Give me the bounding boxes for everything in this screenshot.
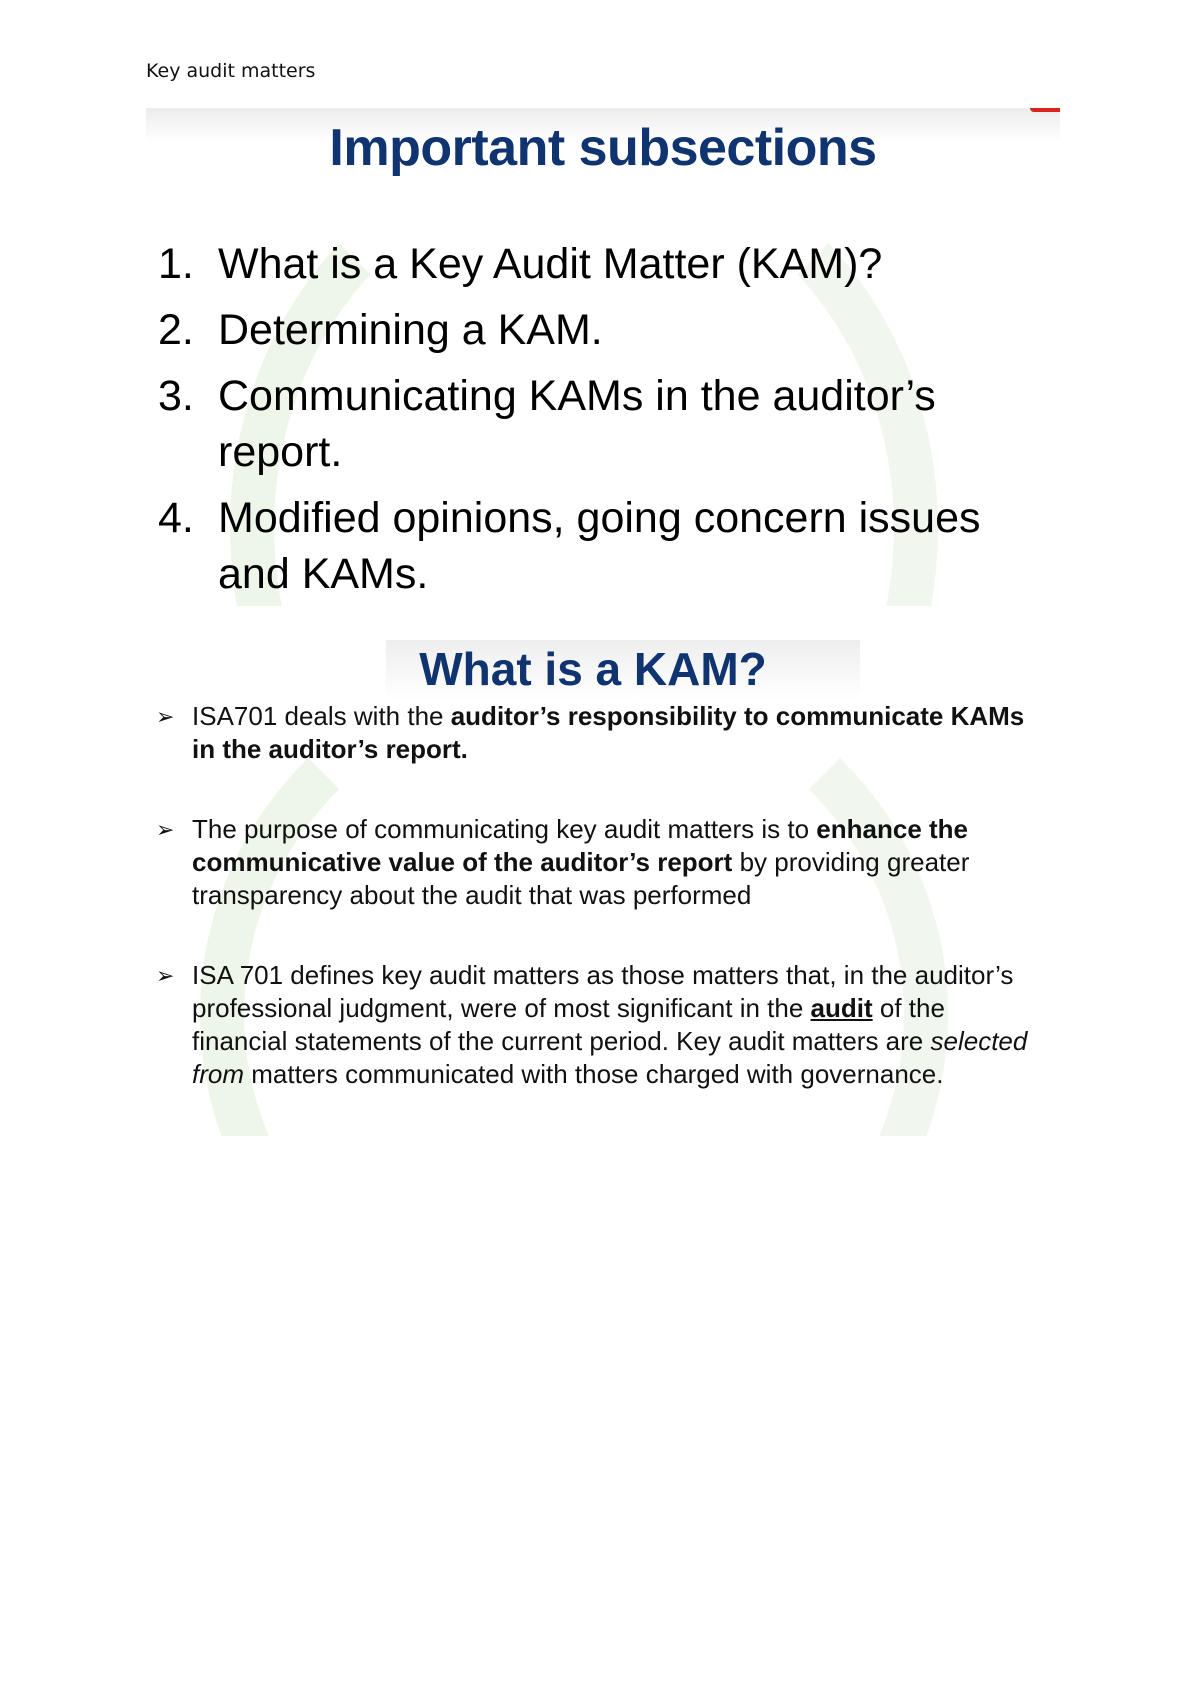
slide-title: What is a KAM? [419, 643, 767, 695]
page-header: Key audit matters [146, 60, 316, 82]
bullet-text [192, 700, 1032, 766]
bullet-text [192, 813, 1032, 912]
list-item [156, 959, 1056, 1091]
bullet-text-segment: ISA701 deals with the [192, 701, 451, 731]
bullet-text-segment: matters communicated with those charged with governance. [244, 1059, 944, 1089]
slide-what-is-kam [146, 630, 1060, 1136]
list-number: 4. [158, 494, 194, 542]
list-number: 3. [158, 372, 194, 420]
bullet-text-segment: ISA 701 defines key audit matters as those matters that, in the auditor’s professional judgment, were of most significant in the [192, 960, 1014, 1023]
list-item [158, 236, 1058, 292]
kam-bullet-list [156, 700, 1056, 1136]
bullet-text-underlined: audit [810, 993, 873, 1023]
list-number: 2. [158, 306, 194, 354]
list-text: Modified opinions, going concern issues and KAMs. [218, 494, 981, 598]
list-item [158, 368, 1058, 480]
list-item [158, 302, 1058, 358]
bullet-text-segment: by providing greater transparency about the audit that was performed [192, 847, 970, 910]
arrow-bullet-icon: ➢ [156, 963, 175, 988]
bullet-text-italic: selected from [192, 1026, 1028, 1089]
subsection-list [158, 236, 1058, 606]
list-text: Determining a KAM. [218, 306, 603, 354]
red-accent-decoration [1030, 108, 1060, 112]
list-item [158, 490, 1058, 602]
list-text: What is a Key Audit Matter (KAM)? [218, 240, 883, 288]
bullet-text-segment: of the financial statements of the current period. Key audit matters are [192, 993, 945, 1056]
bullet-text-bold: auditor’s responsibility to communicate KAMs in the auditor’s report. [192, 701, 1025, 764]
bullet-text-segment: The purpose of communicating key audit matters is to [192, 814, 817, 844]
arrow-bullet-icon: ➢ [156, 704, 175, 729]
arrow-bullet-icon: ➢ [156, 817, 175, 842]
slide-title: Important subsections [329, 119, 877, 177]
list-number: 1. [158, 240, 194, 288]
bullet-text-bold: enhance the communicative value of the auditor’s report [192, 814, 969, 877]
bullet-text [192, 959, 1032, 1091]
slide-important-subsections [146, 108, 1060, 606]
list-text: Communicating KAMs in the auditor’s report. [218, 372, 936, 476]
list-item [156, 813, 1056, 912]
list-item [156, 700, 1056, 766]
